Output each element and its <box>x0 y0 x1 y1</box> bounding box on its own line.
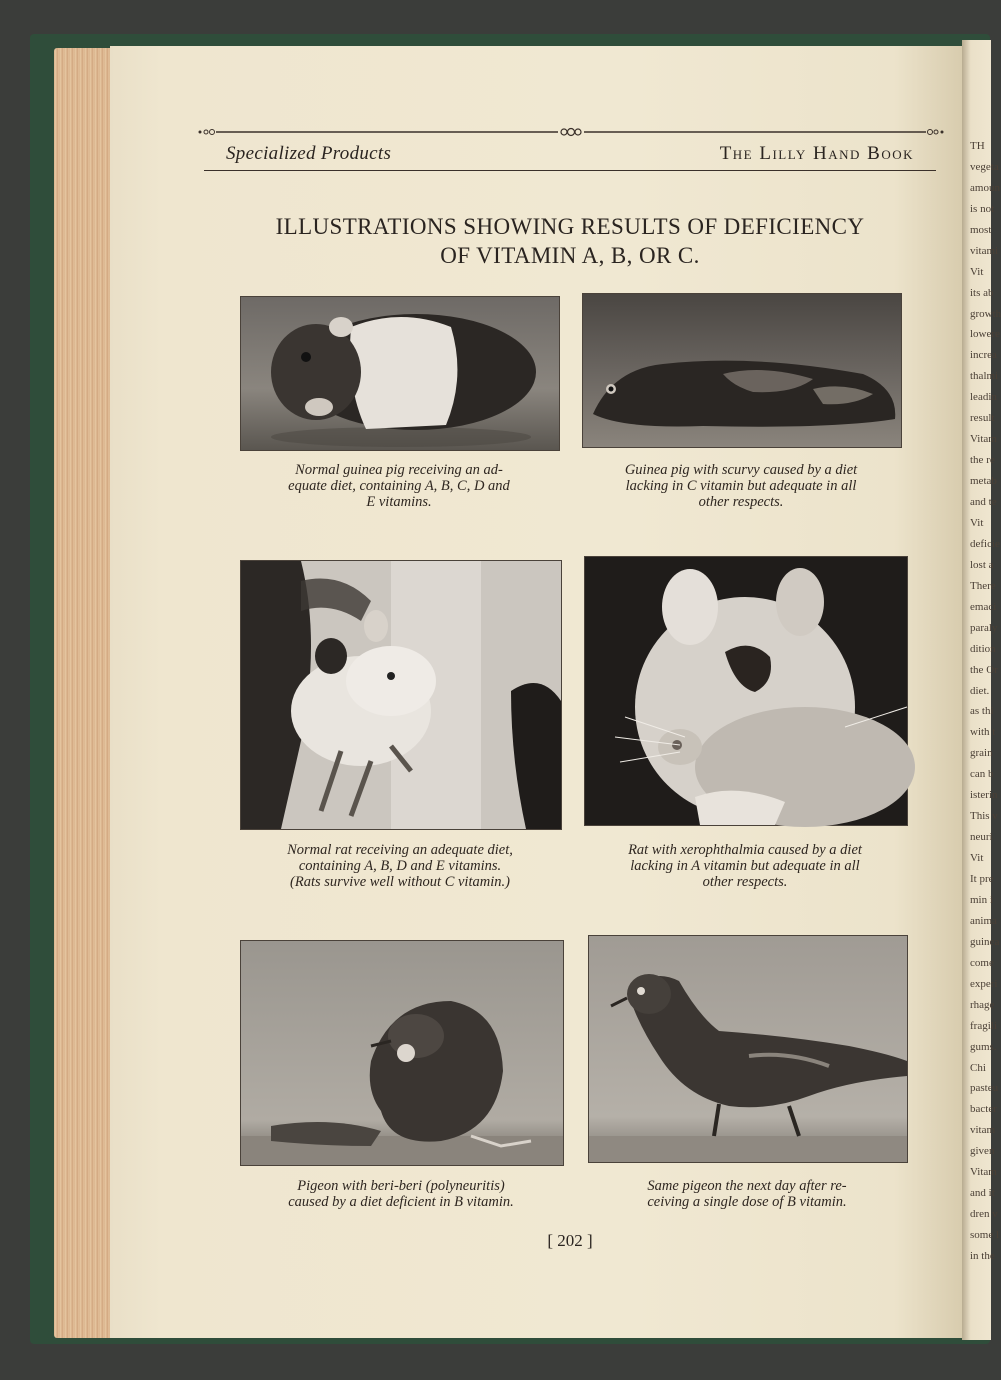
facing-page-fragment: anima <box>970 914 997 927</box>
facing-page-fragment: Vit <box>970 265 984 278</box>
caption-line: Same pigeon the next day after re- <box>647 1178 847 1194</box>
caption-line: E vitamins. <box>366 494 432 510</box>
facing-page-fragment: dition <box>970 642 996 655</box>
facing-page-fragment: is not <box>970 202 995 215</box>
facing-page-fragment: rhage <box>970 998 995 1011</box>
facing-page-fragment: bacter <box>970 1103 997 1116</box>
caption-line: lacking in C vitamin but adequate in all <box>625 478 857 494</box>
caption-line: lacking in A vitamin but adequate in all <box>630 858 860 874</box>
facing-page-fragment: Vit <box>970 852 984 865</box>
facing-page-fragment: come <box>970 956 994 969</box>
facing-page-fragment: and it <box>970 1187 995 1200</box>
running-head-book-title: The Lilly Hand Book <box>719 143 914 164</box>
page-number: [ 202 ] <box>547 1231 593 1250</box>
caption-line: Normal guinea pig receiving an ad- <box>295 462 503 478</box>
facing-page-fragment: min i <box>970 893 993 906</box>
facing-page-fragment: most <box>970 223 992 236</box>
facing-page-fragment: its ab <box>970 286 994 299</box>
facing-page-fragment: thalmi <box>970 370 999 383</box>
caption-line: equate diet, containing A, B, C, D and <box>288 478 510 494</box>
facing-page-fragment: with t <box>970 726 996 739</box>
facing-page-fragment: Vitam <box>970 1166 997 1179</box>
facing-page-fragment: neuri <box>970 831 993 844</box>
facing-page-fragment: metab <box>970 475 997 488</box>
facing-page-fragment: vitam <box>970 1124 996 1137</box>
facing-page-fragment: given <box>970 1145 995 1158</box>
facing-page-fragment: grain <box>970 747 993 760</box>
facing-page-fragment: Vit <box>970 516 984 529</box>
caption-line: containing A, B, D and E vitamins. <box>298 858 502 874</box>
running-head-section: Specialized Products <box>226 143 392 164</box>
photo-scurvy-guinea-pig <box>582 293 902 448</box>
facing-page-fragment: as thi <box>970 705 994 718</box>
caption-normal-rat <box>240 842 560 890</box>
facing-page-fragment: TH <box>970 140 985 152</box>
facing-page-fragment: experi <box>970 977 998 990</box>
caption-line: Normal rat receiving an adequate diet, <box>287 842 513 858</box>
facing-page-fragment: increa <box>970 349 997 362</box>
caption-line: ceiving a single dose of B vitamin. <box>647 1194 847 1210</box>
page-title-line: OF VITAMIN A, B, OR C. <box>440 243 700 268</box>
facing-page-fragment: gums. <box>970 1040 997 1053</box>
caption-line: (Rats survive well without C vitamin.) <box>290 874 510 890</box>
facing-page-fragment: growth <box>970 307 1001 320</box>
header-rule <box>204 170 936 171</box>
facing-page-fragment: the re <box>970 454 995 467</box>
caption-normal-guinea-pig <box>240 462 558 510</box>
facing-page-fragment: This v <box>970 810 998 823</box>
photo-beriberi-pigeon <box>240 940 564 1166</box>
photo-normal-guinea-pig <box>240 296 560 451</box>
facing-page-fragment: can b <box>970 768 994 781</box>
facing-page-fragment: amoun <box>970 181 1000 194</box>
photo-normal-rat <box>240 560 562 830</box>
facing-page-fragment: deficie <box>970 537 1000 550</box>
caption-line: other respects. <box>698 494 784 510</box>
header-ornament <box>196 128 946 136</box>
facing-page-fragment: Chi <box>970 1061 986 1074</box>
facing-page-fragment: paraly <box>970 621 998 634</box>
facing-page-fragment: guinea <box>970 935 1000 948</box>
page-title-line: ILLUSTRATIONS SHOWING RESULTS OF DEFICIENCY <box>275 214 865 239</box>
page-title <box>204 212 936 270</box>
caption-scurvy-guinea-pig <box>582 462 900 510</box>
page-edges <box>54 48 116 1338</box>
facing-page-fragment: the Or <box>970 663 998 676</box>
facing-page-fragment: result <box>970 412 995 425</box>
caption-line: Pigeon with beri-beri (polyneuritis) <box>297 1178 505 1194</box>
facing-page-fragment: fragili <box>970 1019 997 1032</box>
facing-page-edge <box>962 40 1001 1340</box>
photo-xerophthalmia-rat <box>584 556 908 826</box>
facing-page-fragment: It pre <box>970 873 994 886</box>
facing-page-fragment: vegeta <box>970 160 999 173</box>
facing-page-fragment: emaci <box>970 600 997 613</box>
facing-page-fragment: leadin <box>970 391 997 404</box>
caption-xerophthalmia-rat <box>584 842 906 890</box>
facing-page-fragment: diet. <box>970 684 990 697</box>
facing-page-fragment: pasteu <box>970 1082 999 1095</box>
facing-page-fragment: There <box>970 579 996 592</box>
facing-page-fragment: dren v <box>970 1208 998 1221</box>
facing-page-fragment: vitami <box>970 244 999 257</box>
caption-line: other respects. <box>702 874 788 890</box>
facing-page-fragment: lowere <box>970 328 1000 341</box>
facing-page-fragment: isterin <box>970 789 998 802</box>
caption-recovered-pigeon <box>588 1178 906 1210</box>
facing-page-fragment: and te <box>970 496 997 509</box>
facing-page-fragment: Vitam <box>970 433 997 446</box>
facing-page-fragment: in the <box>970 1250 995 1262</box>
photo-recovered-pigeon <box>588 935 908 1163</box>
caption-line: Rat with xerophthalmia caused by a diet <box>628 842 862 858</box>
caption-beriberi-pigeon <box>240 1178 562 1210</box>
caption-line: Guinea pig with scurvy caused by a diet <box>624 462 858 478</box>
facing-page-fragment: lost a <box>970 558 994 571</box>
caption-line: caused by a diet deficient in B vitamin. <box>288 1194 514 1210</box>
facing-page-fragment: some l <box>970 1229 1000 1242</box>
